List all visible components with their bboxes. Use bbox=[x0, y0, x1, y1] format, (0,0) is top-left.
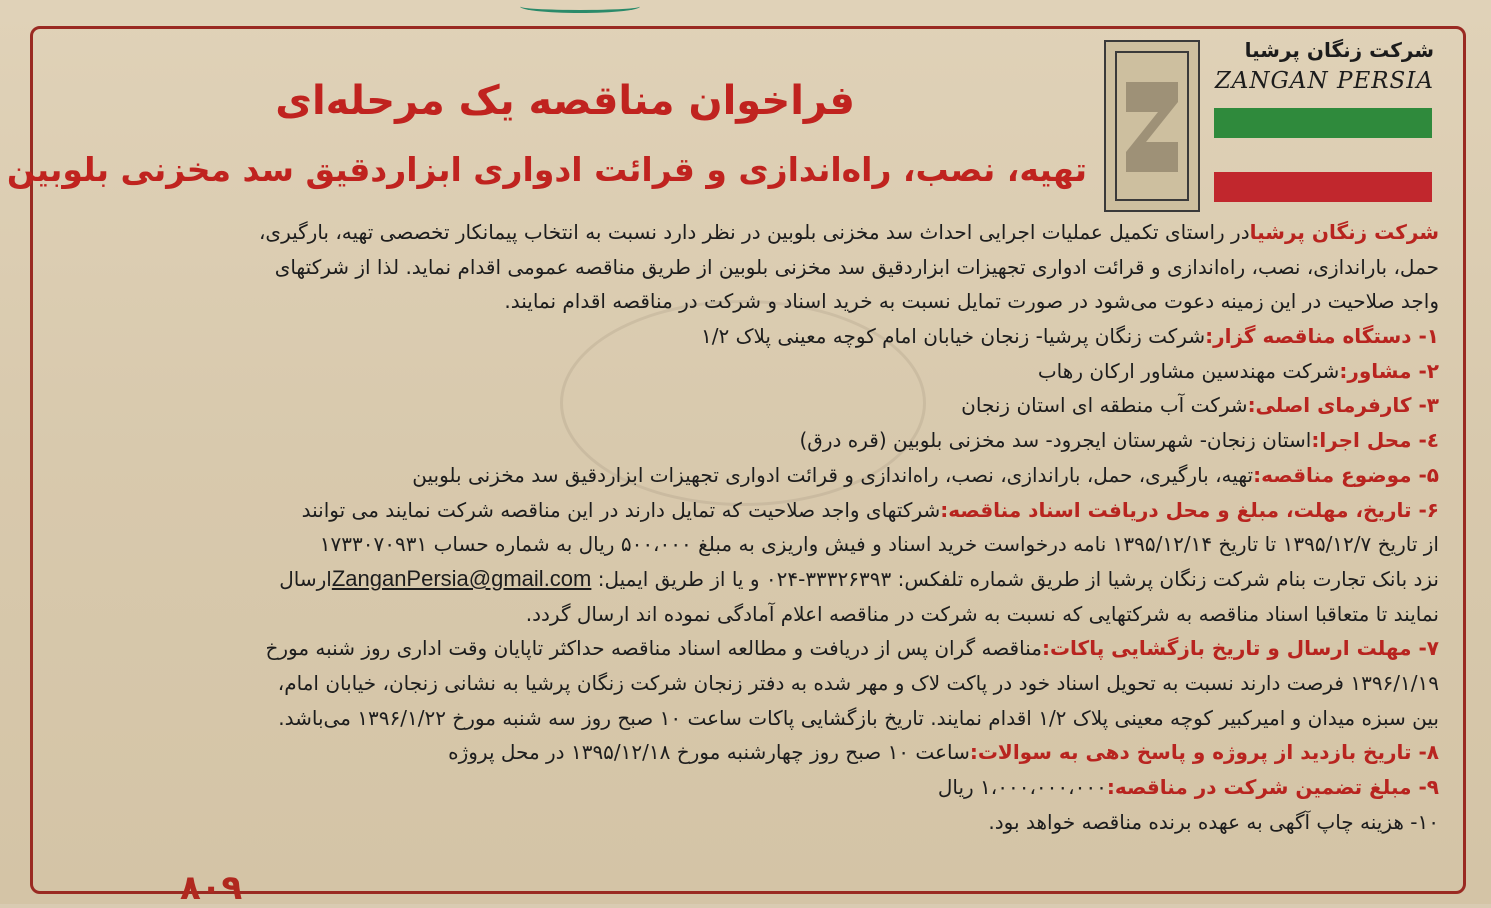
item-3-text: شرکت آب منطقه ای استان زنجان bbox=[961, 393, 1248, 418]
item-4-label: ٤- محل اجرا: bbox=[1311, 428, 1439, 453]
contact-email-link[interactable]: ZanganPersia@gmail.com bbox=[331, 565, 592, 591]
item-5-text: تهیه، بارگیری، حمل، باراندازی، نصب، راه‌اندازی و قرائت ادواری تجهیزات ابزاردقیق سد مخزنی بلوبین bbox=[412, 462, 1254, 487]
item-7-text-1: مناقصه گران پس از دریافت و مطالعه اسناد مناقصه حداکثر تاپایان وقت اداری روز شنبه مورخ bbox=[265, 636, 1042, 661]
item-6-text-3b: ارسال bbox=[279, 566, 332, 591]
brand-header bbox=[1104, 38, 1440, 216]
ad-title: فراخوان مناقصه یک مرحله‌ای bbox=[275, 78, 855, 124]
item-9 bbox=[39, 770, 1439, 805]
item-9-label: ۹- مبلغ تضمین شرکت در مناقصه: bbox=[1106, 775, 1439, 799]
item-5-label: ۵- موضوع مناقصه: bbox=[1253, 462, 1439, 487]
item-3-label: ۳- کارفرمای اصلی: bbox=[1247, 393, 1439, 418]
flag-green-stripe bbox=[1214, 108, 1432, 138]
item-6-text-1: شرکتهای واجد صلاحیت که تمایل دارند در این مناقصه شرکت نمایند می توانند bbox=[301, 497, 941, 522]
item-7-line-2: ۱۳۹۶/۱/۱۹ فرصت دارند نسبت به تحویل اسناد خود در پاکت لاک و مهر شده به دفتر زنجان شرکت زنگان پرشیا به نشانی زنجان، خیابان امام، bbox=[277, 670, 1439, 695]
item-6-line-2: از تاریخ ۱۳۹۵/۱۲/۷ تا تاریخ ۱۳۹۵/۱۲/۱۴ نامه درخواست خرید اسناد و فیش واریزی به مبلغ ۵۰۰،۰۰۰ ریال به شماره حساب ۱۷۳۳۰۷۰۹۳۱ bbox=[319, 532, 1439, 557]
item-4 bbox=[39, 423, 1439, 458]
item-6-text-3a: نزد بانک تجارت بنام شرکت زنگان پرشیا از طریق شماره تلفکس: ۳۳۳۲۶۳۹۳-۰۲۴ و یا از طریق ایمیل: bbox=[597, 566, 1439, 591]
item-7-label: ۷- مهلت ارسال و تاریخ بازگشایی پاکات: bbox=[1041, 636, 1439, 661]
flag-red-stripe bbox=[1214, 172, 1432, 202]
company-name-fa: شرکت زنگان پرشیا bbox=[1244, 38, 1434, 62]
item-4-text: استان زنجان- شهرستان ایجرود- سد مخزنی بلوبین (قره درق) bbox=[799, 428, 1312, 453]
item-2-label: ۲- مشاور: bbox=[1339, 358, 1439, 383]
pen-stroke-decoration bbox=[520, 0, 640, 13]
intro-line-3: واجد صلاحیت در این زمینه دعوت می‌شود در صورت تمایل نسبت به خرید اسناد و شرکت در مناقصه اقدام نمایند. bbox=[504, 289, 1439, 314]
logo-emblem-icon bbox=[1106, 42, 1198, 210]
item-1-text: شرکت زنگان پرشیا- زنجان خیابان امام کوچه معینی پلاک ۱/۲ bbox=[701, 324, 1206, 349]
item-3 bbox=[39, 388, 1439, 423]
item-8-label: ۸- تاریخ بازدید از پروژه و پاسخ دهی به سوالات: bbox=[969, 740, 1439, 765]
item-8 bbox=[39, 735, 1439, 770]
item-7-line-1 bbox=[39, 631, 1439, 666]
item-5 bbox=[39, 458, 1439, 493]
ad-body bbox=[39, 215, 1439, 839]
item-1 bbox=[39, 319, 1439, 354]
item-2 bbox=[39, 354, 1439, 389]
item-10: ۱۰- هزینه چاپ آگهی به عهده برنده مناقصه خواهد بود. bbox=[988, 809, 1439, 834]
item-1-label: ۱- دستگاه مناقصه گزار: bbox=[1205, 324, 1439, 349]
intro-company: شرکت زنگان پرشیا bbox=[1249, 220, 1439, 244]
item-6-line-1 bbox=[39, 493, 1439, 528]
company-logo-icon bbox=[1104, 40, 1200, 212]
item-8-text: ساعت ۱۰ صبح روز چهارشنبه مورخ ۱۳۹۵/۱۲/۱۸ در محل پروژه bbox=[448, 740, 970, 765]
ad-subtitle: تهیه، نصب، راه‌اندازی و قرائت ادواری ابزاردقیق سد مخزنی بلوبین bbox=[6, 150, 1087, 189]
intro-line-1 bbox=[39, 215, 1439, 250]
intro-line-2: حمل، باراندازی، نصب، راه‌اندازی و قرائت ادواری تجهیزات ابزاردقیق سد مخزنی بلوبین از طریق مناقصه عمومی اقدام نماید. لذا از شرکتهای bbox=[274, 254, 1439, 279]
item-6-line-4: نمایند تا متعاقبا اسناد مناقصه به شرکتهایی که نسبت به شرکت در مناقصه اعلام آمادگی نموده اند ارسال گردد. bbox=[525, 601, 1439, 626]
page-mark: ۸۰۹ bbox=[180, 868, 243, 908]
item-6-line-3 bbox=[39, 562, 1439, 597]
item-6-label: ۶- تاریخ، مهلت، مبلغ و محل دریافت اسناد مناقصه: bbox=[940, 497, 1439, 522]
company-name-en: ZANGAN PERSIA bbox=[1214, 68, 1434, 94]
item-9-text: ۱،۰۰۰،۰۰۰،۰۰۰ ریال bbox=[937, 775, 1107, 799]
intro-text-1: در راستای تکمیل عملیات اجرایی احداث سد مخزنی بلوبین در نظر دارد نسبت به انتخاب پیمانکار تخصصی تهیه، بارگیری، bbox=[258, 220, 1250, 244]
item-7-line-3: بین سبزه میدان و امیرکبیر کوچه معینی پلاک ۱/۲ اقدام نمایند. تاریخ بازگشایی پاکات ساعت ۱۰ صبح روز سه شنبه مورخ ۱۳۹۶/۱/۲۲ می‌باشد. bbox=[278, 705, 1439, 730]
item-2-text: شرکت مهندسین مشاور ارکان رهاب bbox=[1037, 358, 1340, 383]
